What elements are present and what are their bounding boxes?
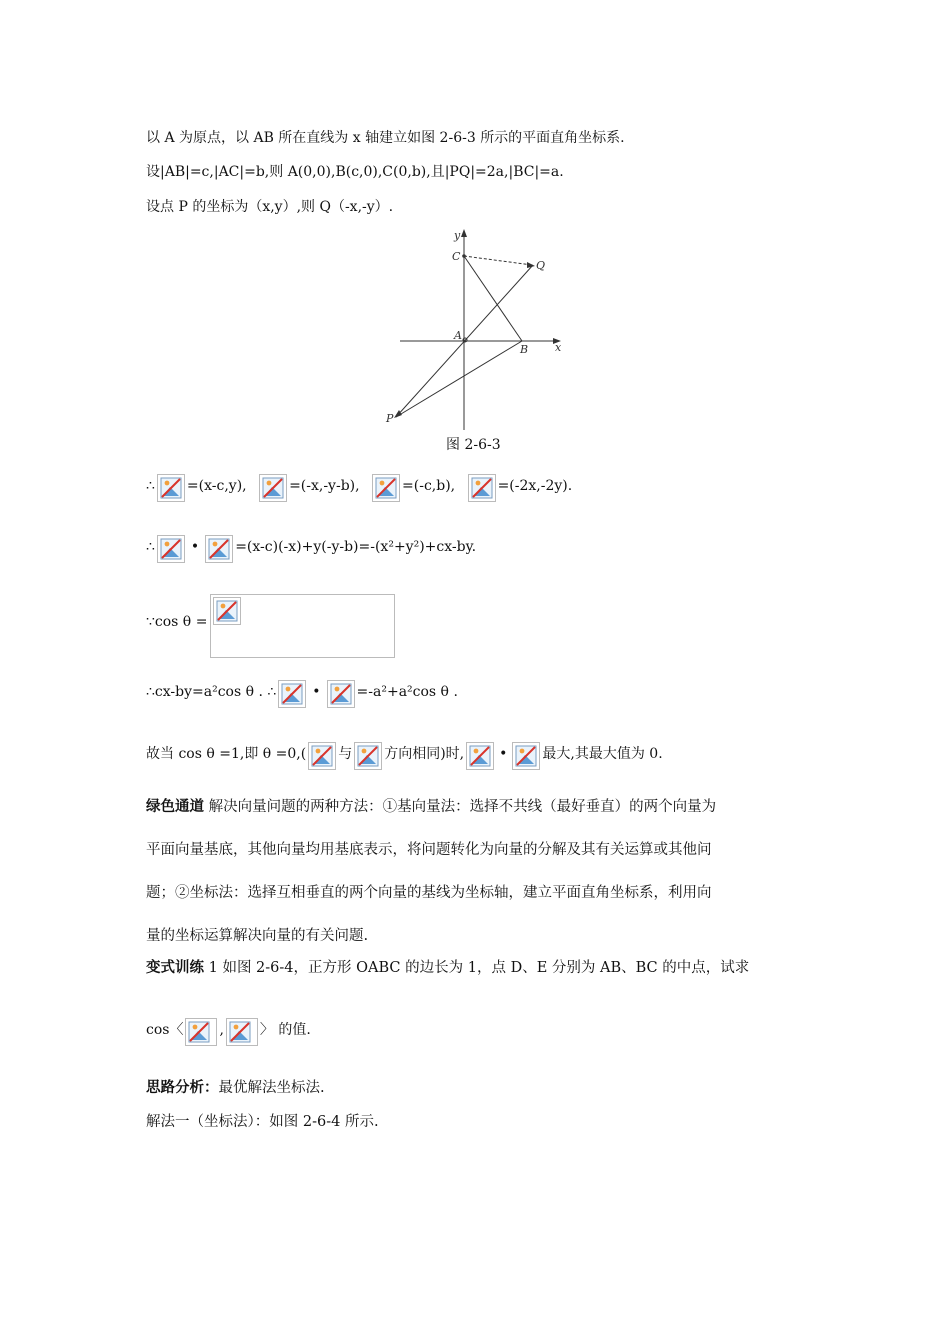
formula-image-box [210, 594, 395, 658]
broken-image-icon [468, 474, 496, 502]
broken-image-icon [278, 680, 306, 708]
green-channel-title: 绿色通道 [146, 799, 204, 815]
broken-image-icon [157, 474, 185, 502]
label-a: A [454, 329, 462, 342]
broken-image-icon [259, 474, 287, 502]
analysis-line: 思路分析：最优解法坐标法. [146, 1080, 325, 1096]
label-p: P [386, 412, 394, 425]
text-line-1: 以 A 为原点，以 AB 所在直线为 x 轴建立如图 2-6-3 所示的平面直角坐标系. [146, 130, 625, 146]
label-q: Q [536, 259, 546, 272]
broken-image-icon [372, 474, 400, 502]
equation-4: ∴cx-by=a²cos θ . ∴ • =-a²+a²cos θ . [146, 680, 458, 708]
broken-image-icon [327, 680, 355, 708]
broken-image-icon [308, 742, 336, 770]
analysis-title: 思路分析： [146, 1080, 219, 1096]
green-channel-paragraph: 绿色通道 解决向量问题的两种方法：①基向量法：选择不共线（最好垂直）的两个向量为 平面向量基底，其他向量均用基底表示，将问题转化为向量的分解及其有关运算或其他问 题；②坐标法：选择互相垂直的两个向量的基线为坐标轴，建立平面直角坐标系，利用向 量的坐标运算解决向量的有关问题. [146, 799, 717, 944]
broken-image-icon [466, 742, 494, 770]
figure-caption: 图 2-6-3 [446, 437, 501, 453]
label-c: C [452, 250, 461, 263]
variant-training-line: 变式训练 1 如图 2-6-4，正方形 OABC 的边长为 1，点 D、E 分别为 AB、BC 的中点，试求 [146, 960, 750, 976]
broken-image-icon [354, 742, 382, 770]
variant-training-title: 变式训练 [146, 960, 204, 976]
broken-image-icon [185, 1018, 217, 1046]
broken-image-icon [157, 535, 185, 563]
text-line-3: 设点 P 的坐标为（x,y）,则 Q（-x,-y）. [146, 199, 394, 215]
text-line-2: 设|AB|=c,|AC|=b,则 A(0,0),B(c,0),C(0,b),且|PQ|=2a,|BC|=a. [146, 164, 564, 180]
broken-image-icon [205, 535, 233, 563]
broken-image-icon [213, 597, 241, 625]
broken-image-icon [226, 1018, 258, 1046]
coordinate-figure [380, 225, 580, 435]
equation-3: ∵cos θ = [146, 614, 208, 630]
equation-2: ∴ • =(x-c)(-x)+y(-y-b)=-(x²+y²)+cx-by. [146, 535, 476, 563]
variant-cos-line: cos〈 , 〉 的值. [146, 1018, 311, 1046]
equation-1: ∴ =(x-c,y), =(-x,-y-b), =(-c,b), =(-2x,-2y). [146, 474, 572, 502]
label-b: B [520, 343, 529, 356]
label-x: x [555, 341, 562, 354]
equation-5: 故当 cos θ =1,即 θ =0,( 与 方向相同)时, • 最大,其最大值为 0. [146, 742, 663, 770]
solution-line: 解法一（坐标法）：如图 2-6-4 所示. [146, 1114, 379, 1130]
label-y: y [454, 229, 461, 242]
broken-image-icon [512, 742, 540, 770]
